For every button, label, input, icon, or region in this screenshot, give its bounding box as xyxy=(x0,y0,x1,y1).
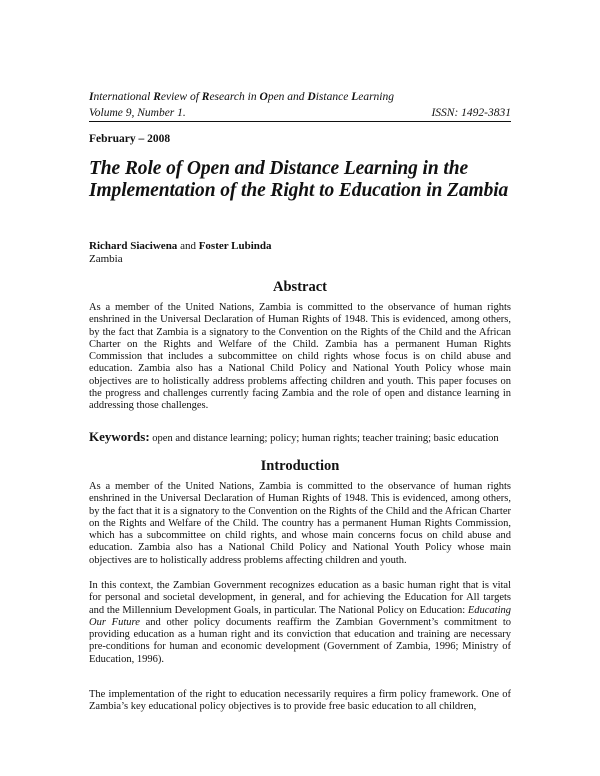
author-2: Foster Lubinda xyxy=(198,240,272,252)
journal-name: International Review of Research in Open and Distance Learning xyxy=(89,91,394,103)
journal-initial-6: L xyxy=(351,91,359,103)
article-title: The Role of Open and Distance Learning in the Implementation of the Right to Education in Zambia xyxy=(89,158,509,201)
keywords-label: Keywords: xyxy=(89,429,150,444)
author-1: Richard Siaciwena xyxy=(89,240,178,252)
issue-date: February – 2008 xyxy=(89,133,171,145)
policy-title: Educating Our Future xyxy=(89,604,511,628)
author-join: and xyxy=(177,240,199,252)
abstract-heading: Abstract xyxy=(273,279,327,295)
affiliation: Zambia xyxy=(89,253,123,265)
introduction-paragraph-1: As a member of the United Nations, Zambia is committed to the observance of human rights enshrined in the Universal Declaration of Human Rights of 1948. This is evidenced, among others, by the fact that it is a signatory to the Convention on the Rights of the Child and the African Charter on the Rights and Welfare of the Child. The country has a permanent Human Rights Commission, which has a subcommittee on child rights, and whose main concerns focus on child abuse and education. Zambia also has a National Child Policy and National Youth Policy whose main objectives are to holistically address problems affecting children and youth. xyxy=(89,481,511,566)
journal-initial-3: R xyxy=(201,91,210,103)
keywords-text: open and distance learning; policy; human rights; teacher training; basic education xyxy=(149,433,499,444)
volume-number: Volume 9, Number 1. xyxy=(89,107,186,119)
issue-line xyxy=(89,106,511,120)
journal-initial-4: O xyxy=(259,91,268,103)
journal-initial-5: D xyxy=(307,91,316,103)
journal-initial-2: R xyxy=(153,91,161,103)
author-block xyxy=(89,240,511,266)
introduction-paragraph-2: In this context, the Zambian Government recognizes education as a basic human right that is vital for personal and societal development, in general, and for achieving the Education for All targets and the Millennium Development Goals, in particular. The National Policy on Education: Educating Our Future and other policy documents reaffirm the Zambian Government’s commitment to providing education as a human right and its conviction that education and training are necessary pre-conditions for human and economic development (Government of Zambia, 1996; Ministry of Education, 1996). xyxy=(89,580,511,665)
journal-initial-1: I xyxy=(89,91,94,103)
keywords xyxy=(89,430,511,446)
issn: ISSN: 1492-3831 xyxy=(431,107,511,119)
introduction-paragraph-3: The implementation of the right to education necessarily requires a firm policy framework. One of Zambia’s key educational policy objectives is to provide free basic education to all children, xyxy=(89,689,511,713)
header-rule xyxy=(89,121,511,122)
abstract-text: As a member of the United Nations, Zambia is committed to the observance of human rights enshrined in the Universal Declaration of Human Rights of 1948. This is evidenced, among others, by the fact that Zambia is a signatory to the Convention on the Rights of the Child and the African Charter on the Rights and Welfare of the Child. Zambia has a permanent Human Rights Commission that includes a subcommittee on child rights whose focus is on child abuse and education. Zambia also has a National Child Policy and National Youth Policy whose main objectives are to holistically address problems affecting children and youth. This paper focuses on the progress and challenges currently facing Zambia and the role of open and distance learning in addressing those challenges. xyxy=(89,302,511,412)
introduction-heading: Introduction xyxy=(260,458,340,474)
